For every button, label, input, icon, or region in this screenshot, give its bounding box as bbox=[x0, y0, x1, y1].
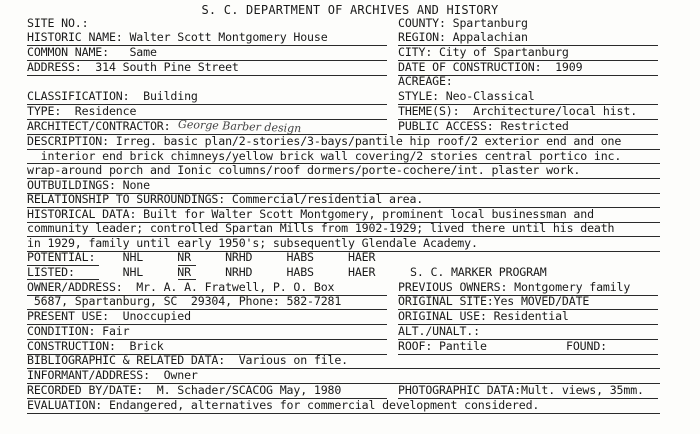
recorded-by: RECORDED BY/DATE: M. Schader/SCACOG May, 1980 bbox=[27, 383, 342, 397]
rule bbox=[27, 265, 99, 266]
marker-program: S. C. MARKER PROGRAM bbox=[410, 265, 547, 279]
rule bbox=[27, 222, 660, 223]
city: CITY: City of Spartanburg bbox=[398, 45, 569, 59]
rule bbox=[398, 104, 658, 105]
evaluation: EVALUATION: Endangered, alternatives for commercial development considered. bbox=[27, 398, 540, 412]
rule bbox=[27, 45, 387, 46]
rule bbox=[27, 163, 660, 164]
rule bbox=[27, 413, 660, 414]
address: ADDRESS: 314 South Pine Street bbox=[27, 60, 239, 74]
description-line-1: DESCRIPTION: Irreg. basic plan/2-stories/3-bays/pantile hip roof/2 exterior end and one bbox=[27, 134, 622, 148]
original-site: ORIGINAL SITE:Yes MOVED/DATE bbox=[398, 294, 590, 308]
original-use: ORIGINAL USE: Residential bbox=[398, 309, 569, 323]
historical-line-1: HISTORICAL DATA: Built for Walter Scott Montgomery, prominent local businessman and bbox=[27, 207, 594, 221]
rule bbox=[27, 295, 387, 296]
potential: POTENTIAL: NHL NR NRHD HABS HAER bbox=[27, 250, 376, 264]
description-line-2: interior end brick chimneys/yellow brick wall covering/2 stories central portico inc. bbox=[27, 149, 622, 163]
bibliographic: BIBLIOGRAPHIC & RELATED DATA: Various on file. bbox=[27, 353, 349, 367]
region: REGION: Appalachian bbox=[398, 30, 528, 44]
rule bbox=[398, 45, 658, 46]
previous-owners: PREVIOUS OWNERS: Montgomery family bbox=[398, 280, 631, 294]
architect-signature: George Barber design bbox=[177, 117, 302, 136]
listed: LISTED: NHL NR NRHD HABS HAER bbox=[27, 265, 376, 279]
present-use: PRESENT USE: Unoccupied bbox=[27, 309, 191, 323]
architect-label: ARCHITECT/CONTRACTOR: bbox=[27, 119, 171, 133]
theme: THEME(S): Architecture/local hist. bbox=[398, 104, 638, 118]
site-no: SITE NO.: bbox=[27, 16, 89, 30]
outbuildings: OUTBUILDINGS: None bbox=[27, 178, 150, 192]
public-access: PUBLIC ACCESS: Restricted bbox=[398, 119, 569, 133]
rule bbox=[27, 75, 387, 76]
rule bbox=[27, 60, 387, 61]
photographic-data: PHOTOGRAPHIC DATA:Mult. views, 35mm. bbox=[398, 383, 644, 397]
roof: ROOF: Pantile bbox=[398, 339, 487, 353]
construction: CONSTRUCTION: Brick bbox=[27, 339, 164, 353]
historic-name: HISTORIC NAME: Walter Scott Montgomery House bbox=[27, 30, 328, 44]
rule bbox=[398, 295, 658, 296]
classification: CLASSIFICATION: Building bbox=[27, 89, 198, 103]
owner-line-2: 5687, Spartanburg, SC 29304, Phone: 582-7281 bbox=[27, 294, 342, 308]
rule bbox=[27, 104, 387, 105]
condition: CONDITION: Fair bbox=[27, 324, 130, 338]
relationship: RELATIONSHIP TO SURROUNDINGS: Commercial/residential area. bbox=[27, 192, 424, 206]
rule bbox=[178, 265, 196, 266]
rule bbox=[27, 236, 660, 237]
owner-line-1: OWNER/ADDRESS: Mr. A. A. Fratwell, P. O. Box bbox=[27, 280, 335, 294]
rule bbox=[27, 149, 660, 150]
acreage: ACREAGE: bbox=[398, 74, 453, 88]
historical-line-3: in 1929, family until early 1950's; subsequently Glendale Academy. bbox=[27, 236, 478, 250]
county: COUNTY: Spartanburg bbox=[398, 16, 528, 30]
alt-unalt: ALT./UNALT.: bbox=[398, 324, 480, 338]
common-name: COMMON NAME: Same bbox=[27, 45, 157, 59]
rule bbox=[398, 354, 658, 355]
historical-line-2: community leader; controlled Spartan Mills from 1902-1929; lived there until his death bbox=[27, 221, 615, 235]
type: TYPE: Residence bbox=[27, 104, 137, 118]
form-header: S. C. DEPARTMENT OF ARCHIVES AND HISTORY bbox=[201, 3, 499, 17]
rule bbox=[398, 119, 658, 120]
style: STYLE: Neo-Classical bbox=[398, 89, 535, 103]
rule bbox=[398, 60, 658, 61]
description-line-3: wrap-around porch and Ionic columns/roof dormers/porte-cochere/int. plaster work. bbox=[27, 163, 581, 177]
rule bbox=[27, 119, 387, 120]
informant: INFORMANT/ADDRESS: Owner bbox=[27, 368, 198, 382]
rule bbox=[398, 75, 658, 76]
found: FOUND: bbox=[566, 339, 607, 353]
date-of-construction: DATE OF CONSTRUCTION: 1909 bbox=[398, 60, 583, 74]
